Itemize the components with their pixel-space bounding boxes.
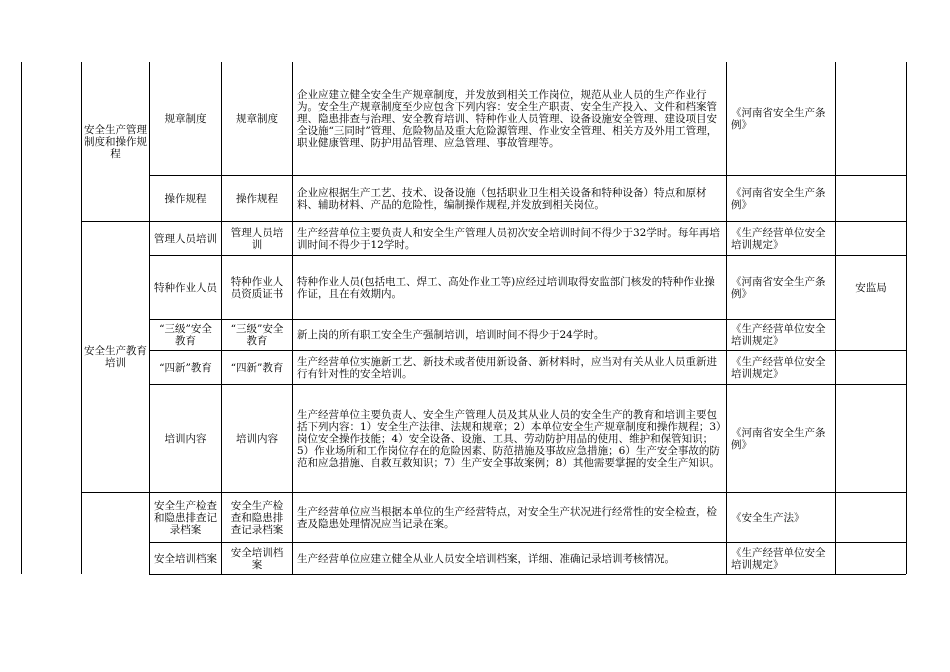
- basis-cell: 《生产经营单位安全培训规定》: [731, 355, 826, 380]
- item-cell: 培训内容: [164, 432, 207, 445]
- item-cell: 管理人员培训: [154, 232, 217, 245]
- requirement-cell: 新上岗的所有职工安全生产强制培训，培训时间不得少于24学时。: [297, 329, 605, 341]
- item-cell: “三级”安全教育: [159, 323, 212, 347]
- item-cell: 规章制度: [164, 112, 207, 125]
- authority-cell: 安监局: [855, 281, 887, 294]
- basis-cell: 《安全生产法》: [731, 511, 805, 524]
- subitem-cell: 特种作业人员资质证书: [230, 275, 284, 300]
- item-cell: 特种作业人员: [154, 281, 217, 294]
- requirement-cell: 特种作业人员(包括电工、焊工、高处作业工等)应经过培训取得安监部门核发的特种作业操作证，且在有效期内。: [297, 275, 715, 300]
- requirement-cell: 生产经营单位应建立健全从业人员安全培训档案，详细、准确记录培训考核情况。: [297, 552, 675, 565]
- group-label: 安全生产管理制度和操作规程: [84, 123, 147, 160]
- requirement-cell: 企业应根据生产工艺、技术、设备设施（包括职业卫生相关设备和特种设备）特点和原材料、辅助材料、产品的危险性，编制操作规程,并发放到相关岗位。: [297, 186, 707, 211]
- group-label: 安全生产教育培训: [84, 345, 147, 369]
- subitem-cell: 规章制度: [236, 112, 278, 125]
- subitem-cell: 培训内容: [236, 432, 278, 445]
- basis-cell: 《河南省安全生产条例》: [731, 426, 826, 451]
- basis-cell: 《河南省安全生产条例》: [731, 186, 826, 211]
- item-cell: 操作规程: [164, 192, 207, 205]
- requirement-cell: 企业应建立健全安全生产规章制度，并发放到相关工作岗位，规范从业人员的生产作业行为。安全生产规章制度至少应包含下列内容：安全生产职责、安全生产投入、文件和档案管理、隐患排查与治理、安全教育培训、特种作业人员管理、设备设施安全管理、建设项目安全设施“三同时”管理、危险物品及重大危险源管理、作业安全管理、相关方及外用工管理，职业健康管理、防护用品管理、应急管理、事故管理等。: [297, 88, 718, 149]
- outer-left-border: [21, 62, 22, 574]
- item-cell: 安全培训档案: [154, 552, 217, 565]
- col-divider: [906, 62, 907, 574]
- basis-cell: 《河南省安全生产条例》: [731, 106, 826, 131]
- subitem-cell: 安全生产检查和隐患排查记录档案: [230, 499, 284, 536]
- requirement-cell: 生产经营单位应当根据本单位的生产经营特点，对安全生产状况进行经常性的安全检查，检查及隐患处理情况应当记录在案。: [297, 505, 717, 530]
- subitem-cell: “四新”教育: [230, 361, 284, 374]
- basis-cell: 《生产经营单位安全培训规定》: [731, 546, 826, 571]
- item-cell: 安全生产检查和隐患排查记录档案: [154, 499, 217, 536]
- basis-cell: 《生产经营单位安全培训规定》: [731, 323, 826, 347]
- subitem-cell: “三级”安全教育: [230, 323, 284, 347]
- basis-cell: 《河南省安全生产条例》: [731, 275, 826, 300]
- requirement-cell: 生产经营单位实施新工艺、新技术或者使用新设备、新材料时，应当对有关从业人员重新进行有针对性的安全培训。: [297, 355, 717, 380]
- basis-cell: 《生产经营单位安全培训规定》: [731, 226, 826, 251]
- subitem-cell: 安全培训档案: [230, 546, 284, 571]
- requirement-cell: 生产经营单位主要负责人、安全生产管理人员及其从业人员的安全生产的教育和培训主要包括下列内容：1）安全生产法律、法规和规章；2）本单位安全生产规章制度和操作规程；3）岗位安全操作技能；4）安全设备、设施、工具、劳动防护用品的使用、维护和保管知识；5）作业场所和工作岗位存在的危险因素、防范措施及事故应急措施；6）生产安全事故的防范和应急措施、自救互救知识；7）生产安全事故案例；8）其他需要掌握的安全生产知识。: [297, 408, 722, 469]
- subitem-cell: 管理人员培训: [230, 226, 284, 251]
- row-divider: [149, 574, 906, 575]
- subitem-cell: 操作规程: [236, 192, 278, 205]
- group-label: [82, 493, 149, 574]
- item-cell: “四新”教育: [159, 361, 212, 374]
- requirement-cell: 生产经营单位主要负责人和安全生产管理人员初次安全培训时间不得少于32学时。每年再培训时间不得少于12学时。: [297, 226, 720, 251]
